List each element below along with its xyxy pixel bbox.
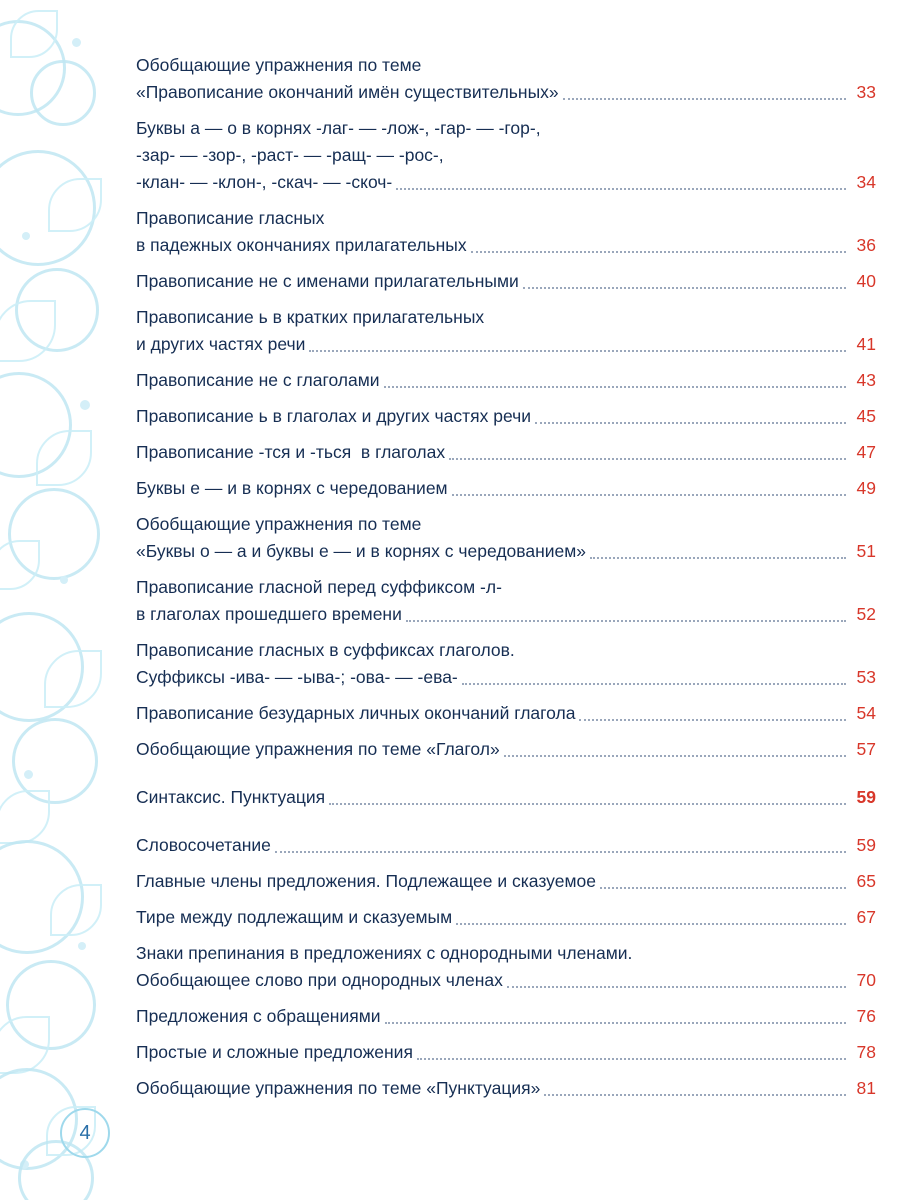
table-of-contents: [136, 52, 876, 1111]
toc-entry-line: Обобщающие упражнения по теме: [136, 514, 422, 534]
toc-entry-last-line: [136, 601, 876, 628]
toc-entry-last-line: [136, 538, 876, 565]
toc-page-number: 43: [856, 370, 876, 390]
toc-page-number: 41: [856, 334, 876, 354]
decorative-ornament-border: [0, 0, 118, 1200]
toc-page-number: 45: [856, 406, 876, 426]
toc-entry-text-stack: [136, 868, 876, 895]
toc-entry-line: Буквы а — о в корнях -лаг- — -лож-, -гар- — -гор-,: [136, 118, 541, 138]
toc-entry-text-stack: [136, 637, 876, 691]
toc-entry[interactable]: [136, 868, 876, 895]
toc-dot-leader: [385, 1021, 846, 1024]
toc-entry[interactable]: [136, 439, 876, 466]
toc-entry-text-stack: [136, 475, 876, 502]
toc-entry-title: Синтаксис. Пунктуация: [136, 787, 326, 807]
toc-dot-leader: [579, 718, 846, 721]
toc-entry-text-stack: [136, 784, 876, 811]
toc-entry[interactable]: [136, 637, 876, 691]
toc-page-number: 65: [856, 871, 876, 891]
toc-entry[interactable]: [136, 367, 876, 394]
toc-page-number: 51: [856, 541, 876, 561]
toc-entry-text-stack: [136, 511, 876, 565]
toc-entry-line: Правописание ь в кратких прилагательных: [136, 307, 485, 327]
toc-entry-text-stack: [136, 904, 876, 931]
toc-entry-last-line: [136, 1039, 876, 1066]
toc-content-area: [118, 0, 900, 1200]
toc-entry-last-line: [136, 868, 876, 895]
toc-entry-last-line: [136, 700, 876, 727]
toc-entry[interactable]: [136, 52, 876, 106]
toc-dot-leader: [449, 457, 846, 460]
toc-entry[interactable]: [136, 574, 876, 628]
toc-entry-line: Обобщающие упражнения по теме: [136, 55, 422, 75]
toc-entry-text-stack: [136, 832, 876, 859]
toc-dot-leader: [600, 886, 846, 889]
toc-entry-title: «Буквы о — а и буквы е — и в корнях с чередованием»: [136, 541, 587, 561]
toc-entry-title: и других частях речи: [136, 334, 306, 354]
toc-entry-last-line: [136, 904, 876, 931]
toc-entry-last-line: [136, 1075, 876, 1102]
toc-entry-text-stack: [136, 205, 876, 259]
toc-page-number: 59: [856, 787, 876, 807]
toc-entry-line: Правописание гласной перед суффиксом -л-: [136, 577, 502, 597]
toc-dot-leader: [523, 286, 846, 289]
toc-dot-leader: [309, 349, 846, 352]
toc-entry-text-stack: [136, 700, 876, 727]
toc-section-spacer: [136, 820, 876, 832]
toc-dot-leader: [406, 619, 846, 622]
toc-entry-title: Обобщающие упражнения по теме «Глагол»: [136, 739, 500, 759]
toc-entry-title: Простые и сложные предложения: [136, 1042, 413, 1062]
toc-dot-leader: [384, 385, 846, 388]
toc-entry[interactable]: [136, 403, 876, 430]
toc-entry[interactable]: [136, 832, 876, 859]
toc-entry-text-stack: [136, 1075, 876, 1102]
toc-page-number: 59: [856, 835, 876, 855]
toc-entry[interactable]: [136, 205, 876, 259]
page-number: 4: [60, 1108, 110, 1158]
toc-page-number: 78: [856, 1042, 876, 1062]
toc-dot-leader: [507, 985, 846, 988]
toc-entry-last-line: [136, 736, 876, 763]
toc-entry-last-line: [136, 784, 876, 811]
toc-entry-last-line: [136, 403, 876, 430]
toc-entry-title: Словосочетание: [136, 835, 271, 855]
toc-entry-text-stack: [136, 574, 876, 628]
toc-section-spacer: [136, 772, 876, 784]
toc-entry-last-line: [136, 475, 876, 502]
toc-page-number: 36: [856, 235, 876, 255]
toc-entry-title: Тире между подлежащим и сказуемым: [136, 907, 453, 927]
toc-entry-line: Правописание гласных: [136, 208, 325, 228]
toc-entry-last-line: [136, 331, 876, 358]
toc-dot-leader: [462, 682, 846, 685]
toc-dot-leader: [471, 250, 846, 253]
toc-entry-title: в глаголах прошедшего времени: [136, 604, 402, 624]
toc-entry-title: Правописание безударных личных окончаний глагола: [136, 703, 576, 723]
toc-dot-leader: [275, 850, 846, 853]
toc-entry[interactable]: [136, 511, 876, 565]
toc-entry-last-line: [136, 268, 876, 295]
toc-entry[interactable]: [136, 1075, 876, 1102]
toc-entry-last-line: [136, 232, 876, 259]
toc-entry[interactable]: [136, 700, 876, 727]
toc-dot-leader: [535, 421, 846, 424]
toc-entry-title: Суффиксы -ива- — -ыва-; -ова- — -ева-: [136, 667, 458, 687]
toc-entry-text-stack: [136, 367, 876, 394]
toc-entry[interactable]: [136, 1039, 876, 1066]
toc-page-number: 54: [856, 703, 876, 723]
toc-entry-text-stack: [136, 736, 876, 763]
toc-dot-leader: [396, 187, 846, 190]
toc-entry[interactable]: [136, 784, 876, 811]
toc-entry-last-line: [136, 79, 876, 106]
toc-entry-title: Обобщающие упражнения по теме «Пунктуация»: [136, 1078, 541, 1098]
toc-entry-text-stack: [136, 304, 876, 358]
toc-dot-leader: [452, 493, 846, 496]
toc-entry-text-stack: [136, 1003, 876, 1030]
toc-entry-title: Правописание не с глаголами: [136, 370, 380, 390]
toc-entry-text-stack: [136, 1039, 876, 1066]
toc-entry-title: -клан- — -клон-, -скач- — -скоч-: [136, 172, 393, 192]
toc-entry-text-stack: [136, 115, 876, 196]
toc-entry-text-stack: [136, 439, 876, 466]
toc-entry-text-stack: [136, 403, 876, 430]
toc-entry-last-line: [136, 1003, 876, 1030]
toc-page-number: 57: [856, 739, 876, 759]
toc-entry-title: Буквы е — и в корнях с чередованием: [136, 478, 448, 498]
toc-entry-title: Правописание -тся и -ться в глаголах: [136, 442, 446, 462]
toc-page-number: 53: [856, 667, 876, 687]
toc-entry-title: Обобщающее слово при однородных членах: [136, 970, 503, 990]
toc-dot-leader: [417, 1057, 846, 1060]
toc-dot-leader: [329, 802, 846, 805]
toc-entry-last-line: [136, 439, 876, 466]
toc-entry-text-stack: [136, 268, 876, 295]
toc-entry-last-line: [136, 967, 876, 994]
toc-entry[interactable]: [136, 1003, 876, 1030]
toc-dot-leader: [590, 556, 846, 559]
toc-entry-line: -зар- — -зор-, -раст- — -ращ- — -рос-,: [136, 145, 444, 165]
toc-entry-title: Правописание ь в глаголах и других частях речи: [136, 406, 532, 426]
toc-entry-title: в падежных окончаниях прилагательных: [136, 235, 467, 255]
toc-dot-leader: [504, 754, 846, 757]
toc-entry-title: Правописание не с именами прилагательными: [136, 271, 519, 291]
toc-dot-leader: [456, 922, 846, 925]
toc-entry[interactable]: [136, 736, 876, 763]
toc-entry[interactable]: [136, 268, 876, 295]
toc-dot-leader: [563, 97, 846, 100]
toc-page-number: 52: [856, 604, 876, 624]
toc-page-number: 47: [856, 442, 876, 462]
toc-entry[interactable]: [136, 904, 876, 931]
toc-entry-last-line: [136, 832, 876, 859]
toc-entry-line: Правописание гласных в суффиксах глаголов.: [136, 640, 515, 660]
toc-page-number: 76: [856, 1006, 876, 1026]
toc-entry-last-line: [136, 367, 876, 394]
toc-entry-last-line: [136, 664, 876, 691]
toc-page-number: 40: [856, 271, 876, 291]
toc-entry-title: Предложения с обращениями: [136, 1006, 381, 1026]
toc-page-number: 81: [856, 1078, 876, 1098]
toc-page-number: 70: [856, 970, 876, 990]
toc-entry[interactable]: [136, 940, 876, 994]
toc-page-number: 34: [856, 172, 876, 192]
toc-page-number: 67: [856, 907, 876, 927]
toc-entry-text-stack: [136, 940, 876, 994]
toc-entry-text-stack: [136, 52, 876, 106]
toc-entry[interactable]: [136, 304, 876, 358]
toc-entry[interactable]: [136, 115, 876, 196]
toc-entry-last-line: [136, 169, 876, 196]
toc-entry[interactable]: [136, 475, 876, 502]
toc-dot-leader: [544, 1093, 846, 1096]
toc-page-number: 49: [856, 478, 876, 498]
toc-page-number: 33: [856, 82, 876, 102]
toc-entry-title: Главные члены предложения. Подлежащее и сказуемое: [136, 871, 596, 891]
toc-entry-line: Знаки препинания в предложениях с однородными членами.: [136, 943, 633, 963]
toc-entry-title: «Правописание окончаний имён существительных»: [136, 82, 559, 102]
